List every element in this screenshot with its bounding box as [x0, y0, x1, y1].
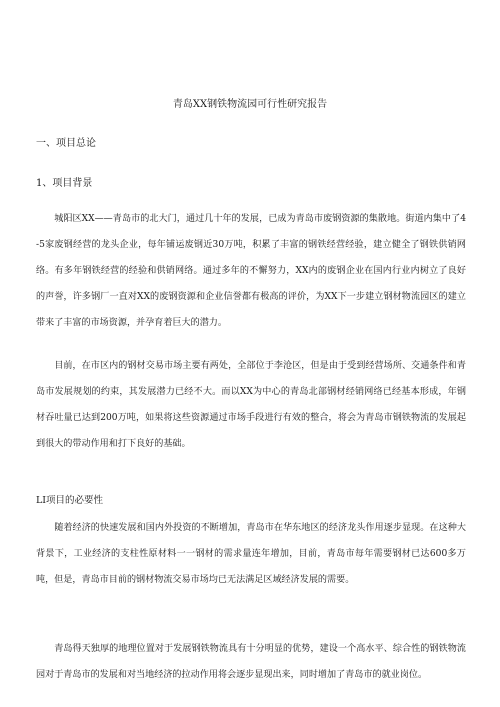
document-title: 青岛XX钢铁物流园可行性研究报告	[172, 99, 328, 110]
paragraph-background-1: 城阳区XX——青岛市的北大门，通过几十年的发展，已成为青岛市废钢资源的集散地。街道内集中了4-5家废钢经营的龙头企业，每年铺运废钢近30万吨，积累了丰富的钢铁经营经验，建立健全了钢铁供销网络。有多年钢铁经营的经验和供销网络。通过多年的不懈努力，XX内的废钢企业在国内行业内树立了良好的声誉，许多钢厂一直对XX的废钢资源和企业信誉都有极高的评价，为XX下一步建立钢材物流园区的建立带来了丰富的市场资源，并孕育着巨大的潜力。	[36, 214, 466, 328]
subsection-heading-background: 1、项目背景	[36, 178, 93, 189]
subsection-heading-necessity: LI项目的必要性	[36, 495, 104, 506]
paragraph-background-2: 目前，在市区内的钢材交易市场主要有两处，全部位于李沧区，但是由于受到经营场所、交通条件和青岛市发展规划的约束，其发展潜力已经不大。而以XX为中心的青岛北部钢材经销网络已经基本形成，年钢材吞吐量已达到200万吨，如果将这些资源通过市场手段进行有效的整合，将会为青岛市钢铁物流的发展起到很大的带动作用和打下良好的基础。	[36, 361, 466, 449]
section-heading-overview: 一、项目总论	[36, 138, 96, 149]
paragraph-necessity-2: 青岛得天独厚的地理位置对于发展钢铁物流具有十分明显的优势，建设一个高水平、综合性的钢铁物流园对于青岛市的发展和对当地经济的拉动作用将会逐步显现出来，同时增加了青岛市的就业岗位。	[36, 644, 466, 680]
paragraph-necessity-1: 随着经济的快速发展和国内外投资的不断增加，青岛市在华东地区的经济龙头作用逐步显现。在这种大背景下，工业经济的支柱性原材料一一钢材的需求量连年增加，目前，青岛市每年需要钢材已达600多万吨，但是，青岛市目前的钢材物流交易市场均已无法满足区域经济发展的需要。	[36, 523, 466, 585]
